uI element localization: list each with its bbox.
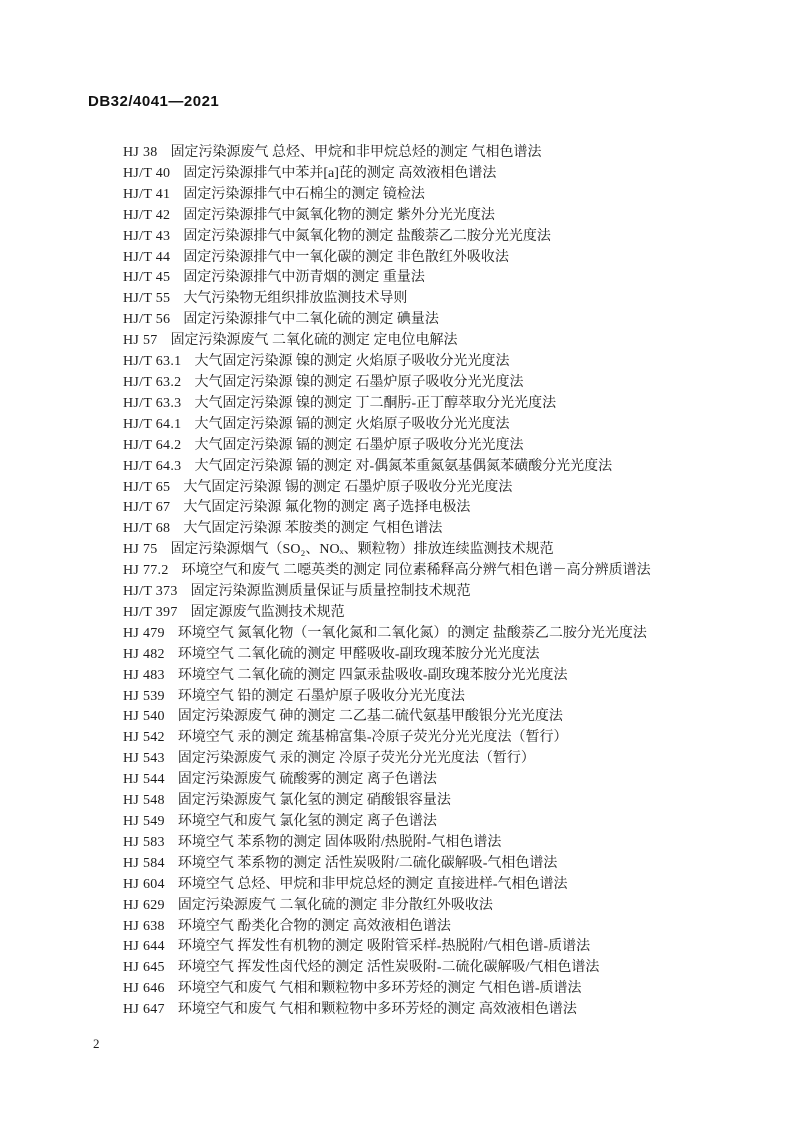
standard-title: 环境空气 酚类化合物的测定 高效液相色谱法 [177, 918, 451, 934]
standard-title: 环境空气 氮氧化物（一氧化氮和二氧化氮）的测定 盐酸萘乙二胺分光光度法 [177, 625, 647, 641]
standard-title: 环境空气 苯系物的测定 活性炭吸附/二硫化碳解吸-气相色谱法 [177, 855, 558, 871]
standard-item [123, 624, 780, 645]
standard-title: 大气固定污染源 镉的测定 石墨炉原子吸收分光光度法 [194, 437, 524, 453]
standard-code: HJ 479 [123, 625, 165, 641]
standard-code: HJ 75 [123, 542, 158, 558]
standard-item [123, 164, 780, 185]
standard-item [123, 833, 780, 854]
standard-code: HJ/T 63.3 [123, 395, 182, 411]
standard-item [123, 917, 780, 938]
standard-title: 环境空气 总烃、甲烷和非甲烷总烃的测定 直接进样-气相色谱法 [177, 876, 568, 892]
standard-title: 环境空气 苯系物的测定 固体吸附/热脱附-气相色谱法 [177, 834, 502, 850]
standard-title: 环境空气 汞的测定 巯基棉富集-冷原子荧光分光光度法（暂行） [177, 730, 568, 746]
standard-title: 固定污染源排气中一氧化碳的测定 非色散红外吸收法 [183, 249, 509, 265]
standard-title: 固定污染源废气 硫酸雾的测定 离子色谱法 [177, 772, 437, 788]
standard-title: 大气固定污染源 苯胺类的测定 气相色谱法 [183, 521, 443, 537]
standard-title: 固定污染源排气中沥青烟的测定 重量法 [183, 270, 425, 286]
standard-title: 固定污染源监测质量保证与质量控制技术规范 [190, 584, 471, 600]
standard-code: HJ/T 65 [123, 479, 171, 495]
standard-code: HJ 646 [123, 981, 165, 997]
standard-code: HJ/T 42 [123, 207, 171, 223]
standard-code: HJ 77.2 [123, 563, 169, 579]
standard-title: 固定污染源废气 总烃、甲烷和非甲烷总烃的测定 气相色谱法 [170, 145, 542, 160]
page-number: 2 [93, 1036, 100, 1051]
standard-code: HJ 584 [123, 855, 165, 871]
standard-code: HJ 539 [123, 688, 165, 704]
standard-item [123, 373, 780, 394]
standard-item [123, 854, 780, 875]
standard-code: HJ 482 [123, 646, 165, 662]
standard-code: HJ 638 [123, 918, 165, 934]
standard-item [123, 185, 780, 206]
standard-code: HJ/T 56 [123, 312, 171, 328]
standard-code: HJ 647 [123, 1002, 165, 1018]
document-header-code: DB32/4041—2021 [88, 93, 220, 110]
standard-item [123, 227, 780, 248]
standard-code: HJ 543 [123, 751, 165, 767]
standard-code: HJ/T 41 [123, 186, 171, 202]
standard-code: HJ 544 [123, 772, 165, 788]
standard-title: 环境空气 二氧化硫的测定 甲醛吸收-副玫瑰苯胺分光光度法 [177, 646, 540, 662]
standard-code: HJ 549 [123, 814, 165, 829]
standard-code: HJ/T 63.2 [123, 374, 182, 390]
standard-title: 固定污染源排气中石棉尘的测定 镜检法 [183, 186, 425, 202]
standard-code: HJ 542 [123, 730, 165, 746]
standard-item [123, 666, 780, 687]
standard-title: 固定污染源烟气（SO₂、NOₓ、颗粒物）排放连续监测技术规范 [170, 542, 554, 558]
standard-code: HJ 583 [123, 834, 165, 850]
standard-code: HJ 38 [123, 145, 158, 160]
standard-code: HJ 645 [123, 960, 165, 976]
standard-item [123, 206, 780, 227]
standard-title: 大气固定污染源 氟化物的测定 离子选择电极法 [183, 500, 471, 516]
standard-title: 环境空气和废气 气相和颗粒物中多环芳烃的测定 气相色谱-质谱法 [177, 981, 582, 997]
standard-item [123, 498, 780, 519]
standard-code: HJ/T 64.3 [123, 458, 182, 474]
standard-code: HJ 540 [123, 709, 165, 725]
standard-item [123, 289, 780, 310]
standard-item [123, 582, 780, 603]
standard-item [123, 812, 780, 833]
standard-item [123, 707, 780, 728]
standard-title: 大气固定污染源 镍的测定 火焰原子吸收分光光度法 [194, 354, 510, 370]
standard-title: 大气污染物无组织排放监测技术导则 [183, 291, 408, 307]
standard-title: 大气固定污染源 锡的测定 石墨炉原子吸收分光光度法 [183, 479, 513, 495]
standard-code: HJ 483 [123, 667, 165, 683]
standard-code: HJ/T 43 [123, 228, 171, 244]
standard-title: 固定污染源废气 二氧化硫的测定 定电位电解法 [170, 333, 458, 349]
standard-title: 固定污染源废气 氯化氢的测定 硝酸银容量法 [177, 793, 451, 809]
standard-title: 固定污染源废气 砷的测定 二乙基二硫代氨基甲酸银分光光度法 [177, 709, 563, 725]
standard-item [123, 457, 780, 478]
standard-title: 环境空气 铅的测定 石墨炉原子吸收分光光度法 [177, 688, 465, 704]
standard-title: 大气固定污染源 镍的测定 石墨炉原子吸收分光光度法 [194, 374, 524, 390]
standard-title: 固定源废气监测技术规范 [190, 604, 345, 620]
standard-item [123, 1000, 780, 1021]
standard-item [123, 415, 780, 436]
standard-code: HJ 548 [123, 793, 165, 809]
standard-code: HJ/T 68 [123, 521, 171, 537]
standard-title: 固定污染源排气中氮氧化物的测定 紫外分光光度法 [183, 207, 495, 223]
standard-code: HJ/T 64.1 [123, 416, 182, 432]
standard-title: 大气固定污染源 镉的测定 对-偶氮苯重氮氨基偶氮苯磺酸分光光度法 [194, 458, 613, 474]
standard-code: HJ/T 373 [123, 584, 178, 600]
standard-title: 环境空气 二氧化硫的测定 四氯汞盐吸收-副玫瑰苯胺分光光度法 [177, 667, 568, 683]
standard-item [123, 728, 780, 749]
standard-item [123, 958, 780, 979]
standard-title: 固定污染源排气中苯并[a]芘的测定 高效液相色谱法 [183, 165, 497, 181]
standard-code: HJ/T 55 [123, 291, 171, 307]
standard-item [123, 645, 780, 666]
standard-item [123, 896, 780, 917]
standard-title: 大气固定污染源 镉的测定 火焰原子吸收分光光度法 [194, 416, 510, 432]
standard-item [123, 394, 780, 415]
standard-item [123, 248, 780, 269]
standard-code: HJ 644 [123, 939, 165, 955]
standard-item [123, 875, 780, 896]
standard-title: 固定污染源废气 汞的测定 冷原子荧光分光光度法（暂行） [177, 751, 535, 767]
standard-code: HJ/T 63.1 [123, 354, 182, 370]
standard-item [123, 540, 780, 561]
standard-code: HJ 629 [123, 897, 165, 913]
standard-item [123, 478, 780, 499]
standard-title: 固定污染源排气中氮氧化物的测定 盐酸萘乙二胺分光光度法 [183, 228, 551, 244]
standard-item [123, 791, 780, 812]
standard-code: HJ 604 [123, 876, 165, 892]
standard-item [123, 519, 780, 540]
standard-code: HJ/T 44 [123, 249, 171, 265]
standard-item [123, 979, 780, 1000]
standard-item [123, 687, 780, 708]
standard-item [123, 603, 780, 624]
standard-item [123, 143, 780, 164]
standard-code: HJ/T 397 [123, 604, 178, 620]
standard-title: 环境空气 挥发性有机物的测定 吸附管采样-热脱附/气相色谱-质谱法 [177, 939, 591, 955]
standard-item [123, 749, 780, 770]
standard-item [123, 770, 780, 791]
standard-title: 环境空气和废气 气相和颗粒物中多环芳烃的测定 高效液相色谱法 [177, 1002, 577, 1018]
standard-title: 固定污染源废气 二氧化硫的测定 非分散红外吸收法 [177, 897, 493, 913]
standard-title: 环境空气和废气 二噁英类的测定 同位素稀释高分辨气相色谱－高分辨质谱法 [181, 563, 651, 579]
standard-item [123, 937, 780, 958]
standard-code: HJ/T 45 [123, 270, 171, 286]
standard-title: 环境空气和废气 氯化氢的测定 离子色谱法 [177, 814, 437, 829]
standard-code: HJ/T 64.2 [123, 437, 182, 453]
standard-code: HJ/T 40 [123, 165, 171, 181]
standard-item [123, 268, 780, 289]
standard-item [123, 436, 780, 457]
standard-item [123, 561, 780, 582]
standard-code: HJ 57 [123, 333, 158, 349]
standard-item [123, 352, 780, 373]
standard-code: HJ/T 67 [123, 500, 171, 516]
standard-title: 固定污染源排气中二氧化硫的测定 碘量法 [183, 312, 439, 328]
standard-item [123, 331, 780, 352]
standards-list [123, 143, 780, 1021]
standard-item [123, 310, 780, 331]
standard-title: 环境空气 挥发性卤代烃的测定 活性炭吸附-二硫化碳解吸/气相色谱法 [177, 960, 600, 976]
standard-title: 大气固定污染源 镍的测定 丁二酮肟-正丁醇萃取分光光度法 [194, 395, 557, 411]
